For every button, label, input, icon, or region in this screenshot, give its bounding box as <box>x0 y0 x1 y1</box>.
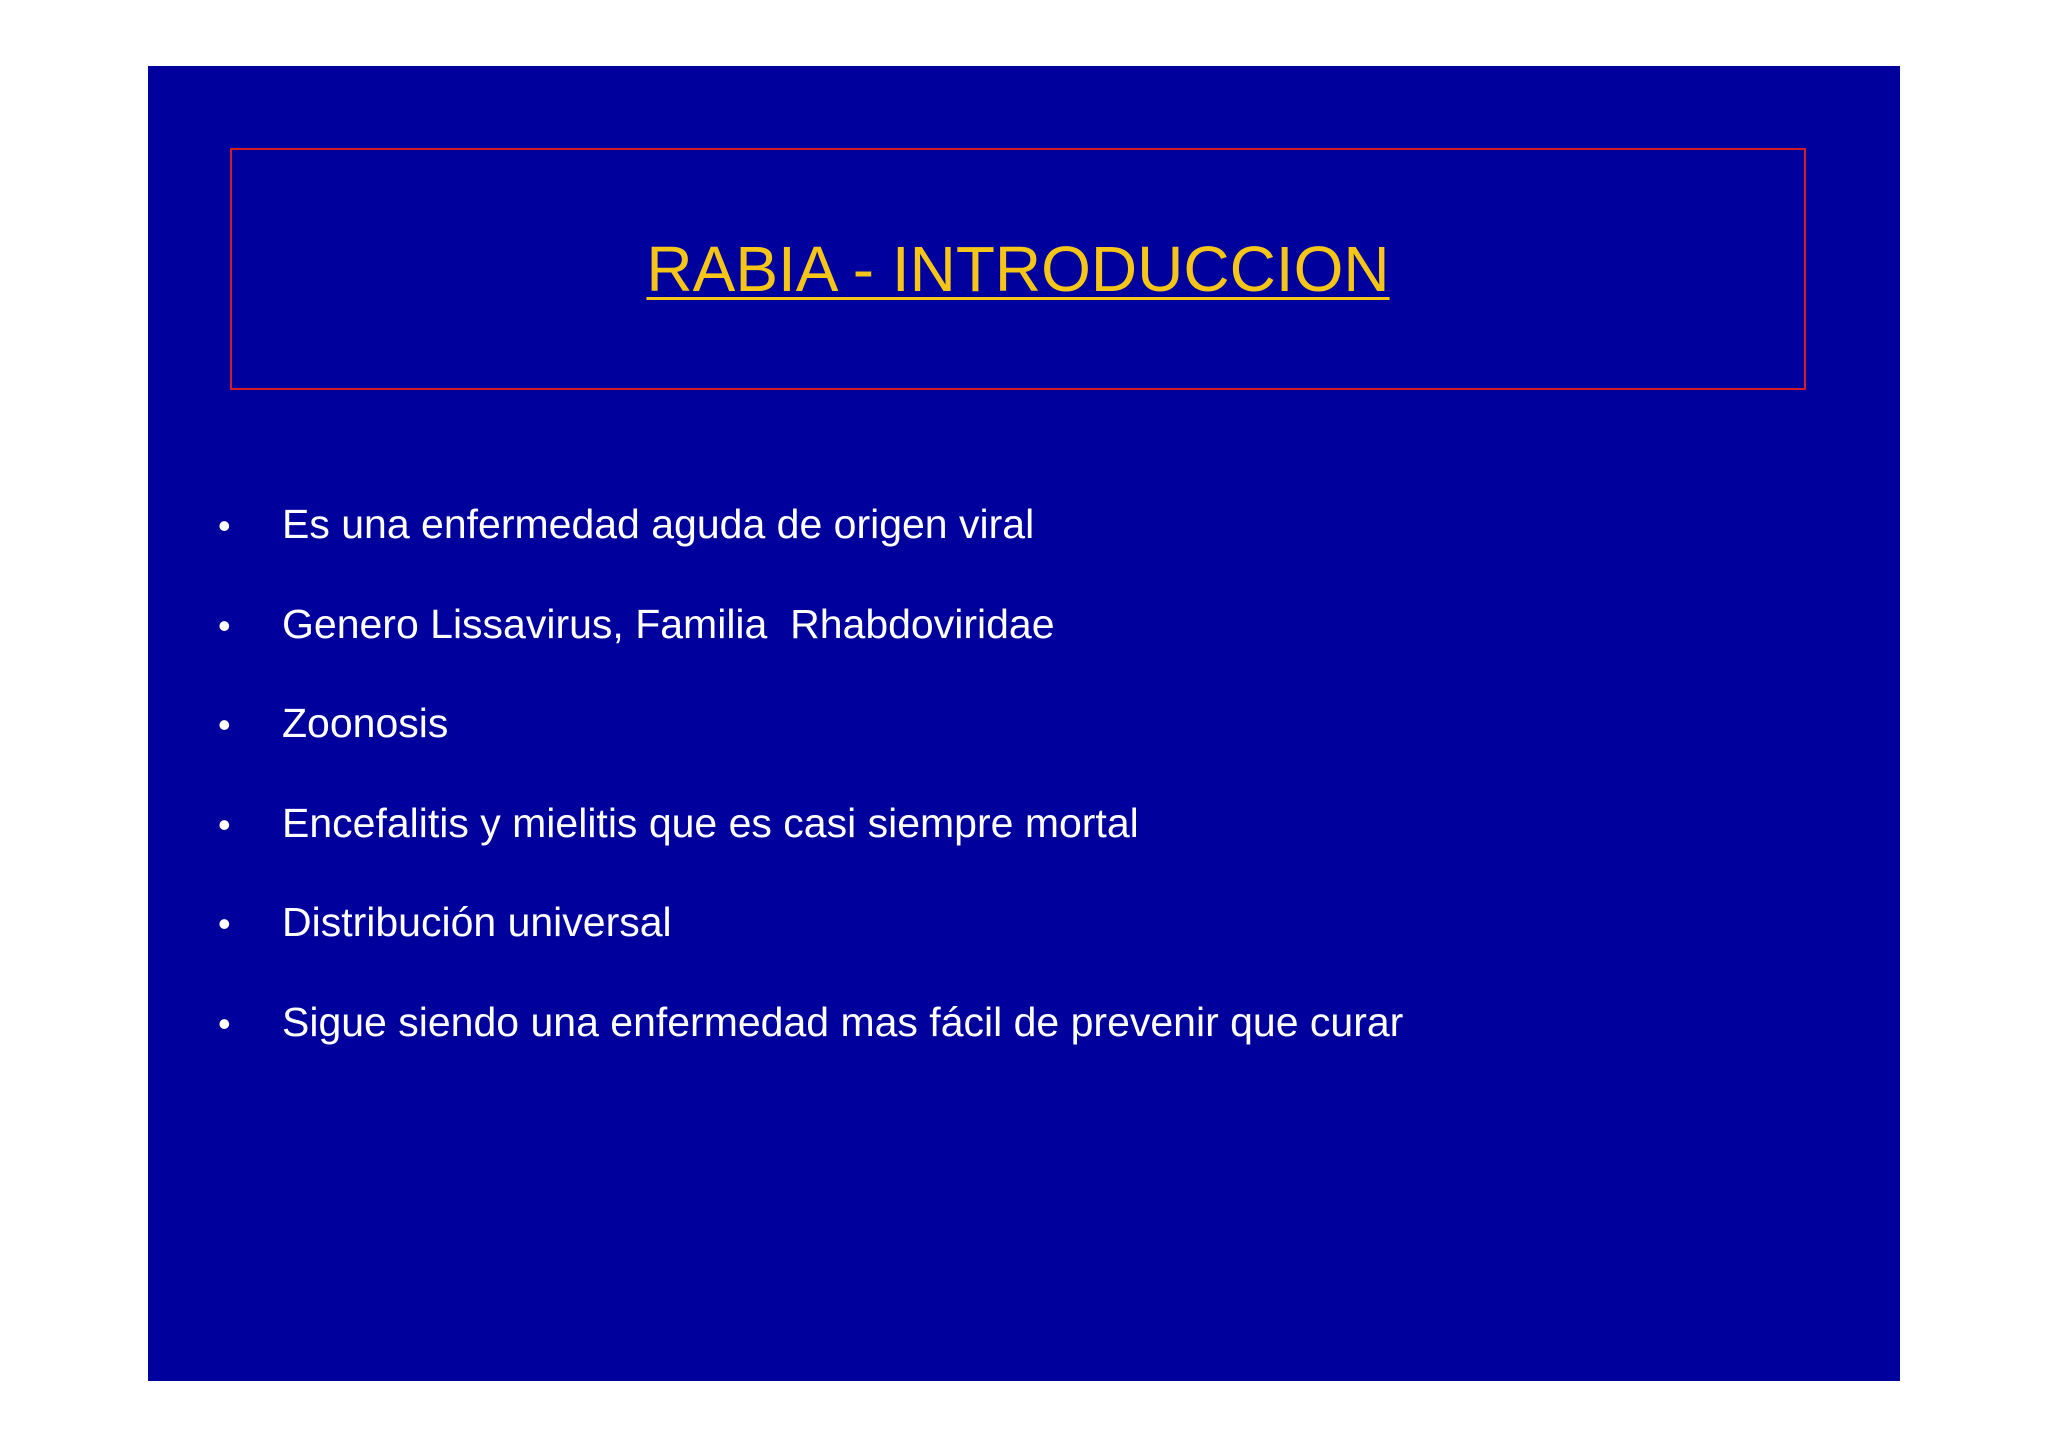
list-item <box>218 800 1403 900</box>
bullet-icon: • <box>218 1002 231 1044</box>
slide-title: RABIA - INTRODUCCION <box>646 233 1390 305</box>
bullet-text: Es una enfermedad aguda de origen viral <box>282 501 1035 547</box>
bullet-icon: • <box>218 604 231 646</box>
list-item <box>218 501 1403 601</box>
bullet-text: Sigue siendo una enfermedad mas fácil de prevenir que curar <box>282 998 1404 1045</box>
bullet-text: Zoonosis <box>282 700 449 746</box>
bullet-icon: • <box>218 505 231 546</box>
list-item <box>218 999 1403 1099</box>
list-item <box>218 899 1403 999</box>
bullet-icon: • <box>218 903 231 944</box>
title-box <box>230 148 1806 390</box>
bullet-list <box>218 501 1403 1098</box>
bullet-icon: • <box>218 803 231 845</box>
slide <box>148 66 1900 1381</box>
bullet-icon: • <box>218 704 231 745</box>
bullet-text: Encefalitis y mielitis que es casi siempre mortal <box>282 799 1139 846</box>
bullet-text: Genero Lissavirus, Familia Rhabdoviridae <box>282 600 1055 647</box>
list-item <box>218 700 1403 800</box>
bullet-text: Distribución universal <box>282 899 672 945</box>
list-item <box>218 601 1403 701</box>
